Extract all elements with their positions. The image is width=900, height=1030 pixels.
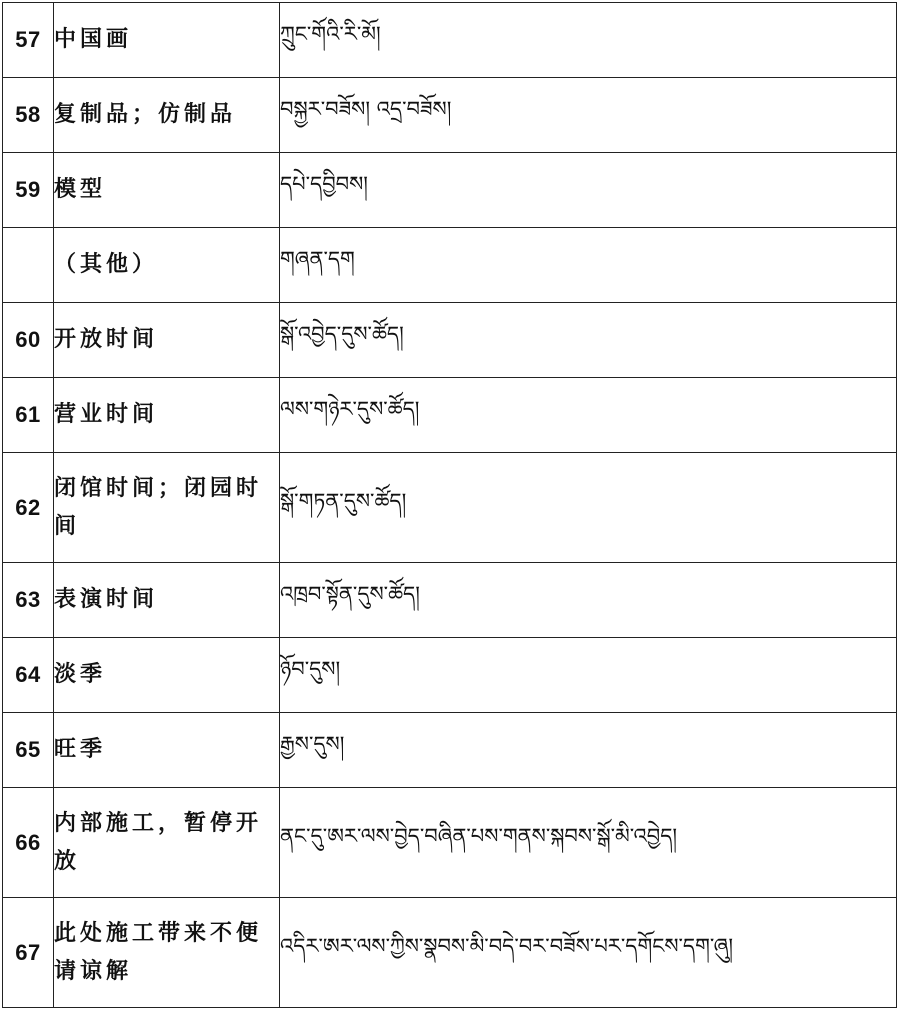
tibetan-term: དཔེ་དབྱིབས།	[280, 153, 897, 228]
chinese-term: 淡季	[54, 638, 280, 713]
entry-number: 60	[3, 303, 54, 378]
table-row-section-other	[3, 228, 897, 303]
entry-number: 64	[3, 638, 54, 713]
chinese-term: 中国画	[54, 3, 280, 78]
table-row	[3, 3, 897, 78]
table-row	[3, 713, 897, 788]
chinese-term: 此处施工带来不便请谅解	[54, 898, 280, 1008]
tibetan-term: ཀྲུང་གོའི་རི་མོ།	[280, 3, 897, 78]
table-row	[3, 898, 897, 1008]
entry-number: 65	[3, 713, 54, 788]
chinese-term: 闭馆时间；闭园时间	[54, 453, 280, 563]
entry-number: 62	[3, 453, 54, 563]
tibetan-term: ལས་གཉེར་དུས་ཚོད།	[280, 378, 897, 453]
table-row	[3, 303, 897, 378]
chinese-term: 模型	[54, 153, 280, 228]
table-row	[3, 563, 897, 638]
tibetan-term: བསྐྱར་བཟོས། འདྲ་བཟོས།	[280, 78, 897, 153]
chinese-term: 复制品；仿制品	[54, 78, 280, 153]
table-row	[3, 453, 897, 563]
entry-number	[3, 228, 54, 303]
table-row	[3, 378, 897, 453]
entry-number: 59	[3, 153, 54, 228]
entry-number: 63	[3, 563, 54, 638]
table-row	[3, 638, 897, 713]
chinese-term: 内部施工，暂停开放	[54, 788, 280, 898]
entry-number: 61	[3, 378, 54, 453]
table-row	[3, 78, 897, 153]
entry-number: 58	[3, 78, 54, 153]
chinese-term: 旺季	[54, 713, 280, 788]
table-row	[3, 788, 897, 898]
glossary-table	[2, 2, 897, 1008]
entry-number: 66	[3, 788, 54, 898]
tibetan-term: གཞན་དག	[280, 228, 897, 303]
entry-number: 57	[3, 3, 54, 78]
table-row	[3, 153, 897, 228]
tibetan-term: ཉོབ་དུས།	[280, 638, 897, 713]
tibetan-term: ནང་དུ་ཨར་ལས་བྱེད་བཞིན་པས་གནས་སྐབས་སྒོ་མི་འབྱེད།	[280, 788, 897, 898]
section-heading-other: （其他）	[54, 228, 280, 303]
chinese-term: 营业时间	[54, 378, 280, 453]
chinese-term: 表演时间	[54, 563, 280, 638]
tibetan-term: སྒོ་གཏན་དུས་ཚོད།	[280, 453, 897, 563]
chinese-term: 开放时间	[54, 303, 280, 378]
entry-number: 67	[3, 898, 54, 1008]
tibetan-term: སྒོ་འབྱེད་དུས་ཚོད།	[280, 303, 897, 378]
tibetan-term: འཁྲབ་སྟོན་དུས་ཚོད།	[280, 563, 897, 638]
tibetan-term: འདིར་ཨར་ལས་ཀྱིས་སྣབས་མི་བདེ་བར་བཟོས་པར་དགོངས་དག་ཞུ།	[280, 898, 897, 1008]
tibetan-term: རྒྱས་དུས།	[280, 713, 897, 788]
